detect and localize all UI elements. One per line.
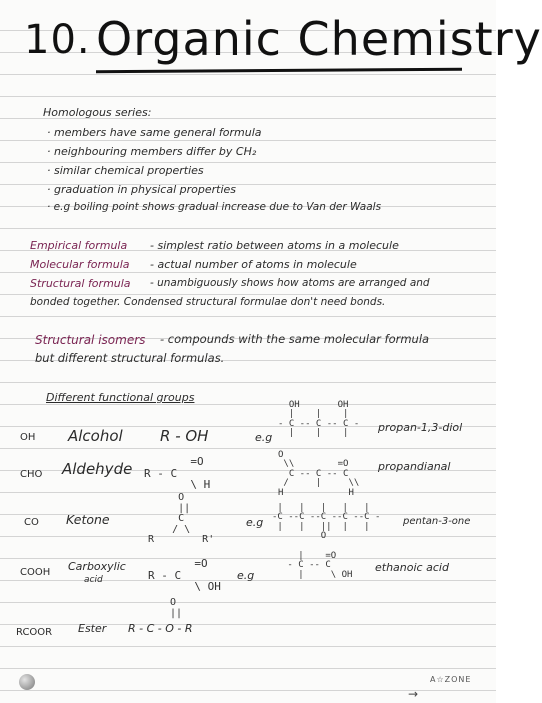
group-code-cooh: COOH xyxy=(20,567,51,578)
empirical-formula-definition: - simplest ratio between atoms in a molecule xyxy=(150,239,399,252)
structure-pentanone: | | | | | -C --C --C --C --C - | | || | | O xyxy=(272,503,381,542)
group-name-alcohol: Alcohol xyxy=(68,427,123,445)
structural-formula-term: Structural formula xyxy=(30,277,131,290)
group-code-co: CO xyxy=(24,517,39,528)
structural-formula-definition-1: - unambiguously shows how atoms are arranged and xyxy=(150,277,430,289)
structural-isomers-definition-1: - compounds with the same molecular formula xyxy=(160,332,430,346)
page-title: Organic Chemistry xyxy=(96,12,542,66)
homologous-bullet-5: · e.g boiling point shows gradual increase due to Van der Waals xyxy=(47,201,382,213)
structural-formula-definition-2: bonded together. Condensed structural formulae don't need bonds. xyxy=(30,296,386,308)
group-formula-alcohol: R - OH xyxy=(160,427,209,445)
arrow-icon: → xyxy=(408,687,419,701)
molecular-formula-term: Molecular formula xyxy=(30,258,130,271)
molecular-formula-definition: - actual number of atoms in molecule xyxy=(150,258,357,271)
structure-propanediol: OH OH | | | - C -- C -- C - | | | xyxy=(278,400,360,439)
title-underline xyxy=(96,68,462,74)
structure-ketone-group: O || C / \ R R' xyxy=(148,492,215,545)
group-code-cho: CHO xyxy=(20,469,43,480)
homologous-bullet-1: · members have same general formula xyxy=(47,126,262,139)
homologous-bullet-2: · neighbouring members differ by CH₂ xyxy=(47,145,257,158)
structure-ester-carbonyl: O || xyxy=(170,597,183,619)
group-name-carboxylic: Carboxylic xyxy=(68,560,126,573)
homologous-bullet-4: · graduation in physical properties xyxy=(47,183,236,196)
structure-aldehyde-group: =O R - C \ H xyxy=(144,455,211,492)
homologous-bullet-3: · similar chemical properties xyxy=(47,164,204,177)
structure-carboxyl-group: =O R - C \ OH xyxy=(148,557,221,594)
example-label-alcohol: e.g xyxy=(255,431,273,444)
group-formula-ester: R - C - O - R xyxy=(128,622,193,635)
empirical-formula-term: Empirical formula xyxy=(30,239,128,252)
structural-isomers-term: Structural isomers xyxy=(35,333,146,347)
structural-isomers-definition-2: but different structural formulas. xyxy=(35,351,225,365)
functional-groups-heading: Different functional groups xyxy=(46,391,195,404)
chapter-number: 10. xyxy=(24,17,91,63)
group-name-acid: acid xyxy=(84,575,103,585)
example-label-ketone: e.g xyxy=(246,516,264,529)
structure-ethanoic-acid: | =O - C -- C | \ OH xyxy=(287,551,353,580)
notebook-logo-icon xyxy=(19,674,35,690)
example-label-carboxylic: e.g xyxy=(237,569,255,582)
group-name-ester: Ester xyxy=(78,622,107,635)
group-code-oh: OH xyxy=(20,432,36,443)
example-name-pentanone: pentan-3-one xyxy=(403,516,471,527)
homologous-heading: Homologous series: xyxy=(43,106,152,119)
example-name-propandianal: propandianal xyxy=(378,460,451,473)
group-name-ketone: Ketone xyxy=(66,512,110,527)
example-name-ethanoic-acid: ethanoic acid xyxy=(375,561,449,574)
group-code-rcoor: RCOOR xyxy=(16,627,53,638)
group-name-aldehyde: Aldehyde xyxy=(62,460,133,478)
example-name-propanediol: propan-1,3-diol xyxy=(378,421,463,434)
brand-label: A☆ZONE xyxy=(430,675,472,684)
structure-propandianal: O \\ =O C -- C -- C / | \\ H H xyxy=(278,450,360,498)
